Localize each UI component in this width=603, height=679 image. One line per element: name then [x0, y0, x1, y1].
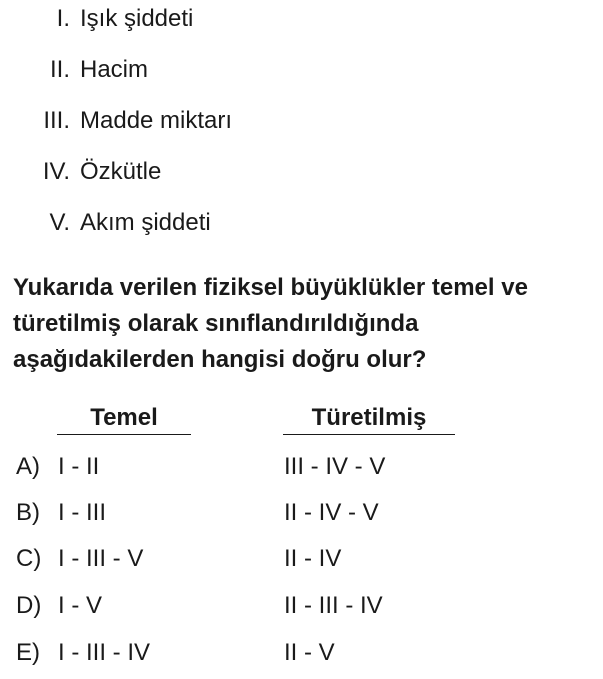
item-number: IV.: [42, 158, 70, 185]
item-text: Hacim: [80, 56, 149, 83]
option-temel: I - II: [58, 453, 100, 480]
item-text: Işık şiddeti: [80, 5, 194, 32]
option-temel: I - III: [58, 499, 106, 526]
answer-option-a[interactable]: [16, 452, 99, 482]
answer-option-b[interactable]: [16, 498, 106, 528]
option-letter: B): [16, 499, 40, 526]
option-temel: I - III - IV: [58, 639, 151, 666]
option-turetilmis: III - IV - V: [284, 453, 386, 480]
list-item: [0, 208, 211, 238]
option-turetilmis: II - IV - V: [284, 499, 379, 526]
answer-option-d[interactable]: [16, 591, 102, 621]
item-number: II.: [49, 56, 70, 83]
item-number: III.: [43, 107, 70, 134]
option-letter: A): [16, 453, 40, 480]
option-letter: E): [16, 639, 40, 666]
item-text: Madde miktarı: [80, 107, 233, 134]
list-item: [0, 55, 148, 85]
answer-option-c[interactable]: [16, 544, 143, 574]
header-temel: Temel: [57, 403, 191, 435]
item-text: Akım şiddeti: [80, 209, 211, 236]
option-temel: I - III - V: [58, 545, 144, 572]
item-number: V.: [49, 209, 70, 236]
option-turetilmis: II - V: [284, 639, 335, 666]
list-item: [0, 157, 161, 187]
list-item: [0, 106, 232, 136]
item-text: Özkütle: [80, 158, 162, 185]
option-letter: D): [16, 592, 42, 619]
question-text: Yukarıda verilen fiziksel büyüklükler temel ve türetilmiş olarak sınıflandırıldığında aşağıdakilerden hangisi doğru olur?: [13, 274, 528, 373]
option-turetilmis: II - IV: [284, 545, 342, 572]
option-letter: C): [16, 545, 42, 572]
answer-option-e[interactable]: [16, 638, 150, 668]
header-turetilmis: Türetilmiş: [283, 403, 455, 435]
option-turetilmis: II - III - IV: [284, 592, 383, 619]
list-item: [0, 4, 193, 34]
option-temel: I - V: [58, 592, 103, 619]
item-number: I.: [56, 5, 70, 32]
